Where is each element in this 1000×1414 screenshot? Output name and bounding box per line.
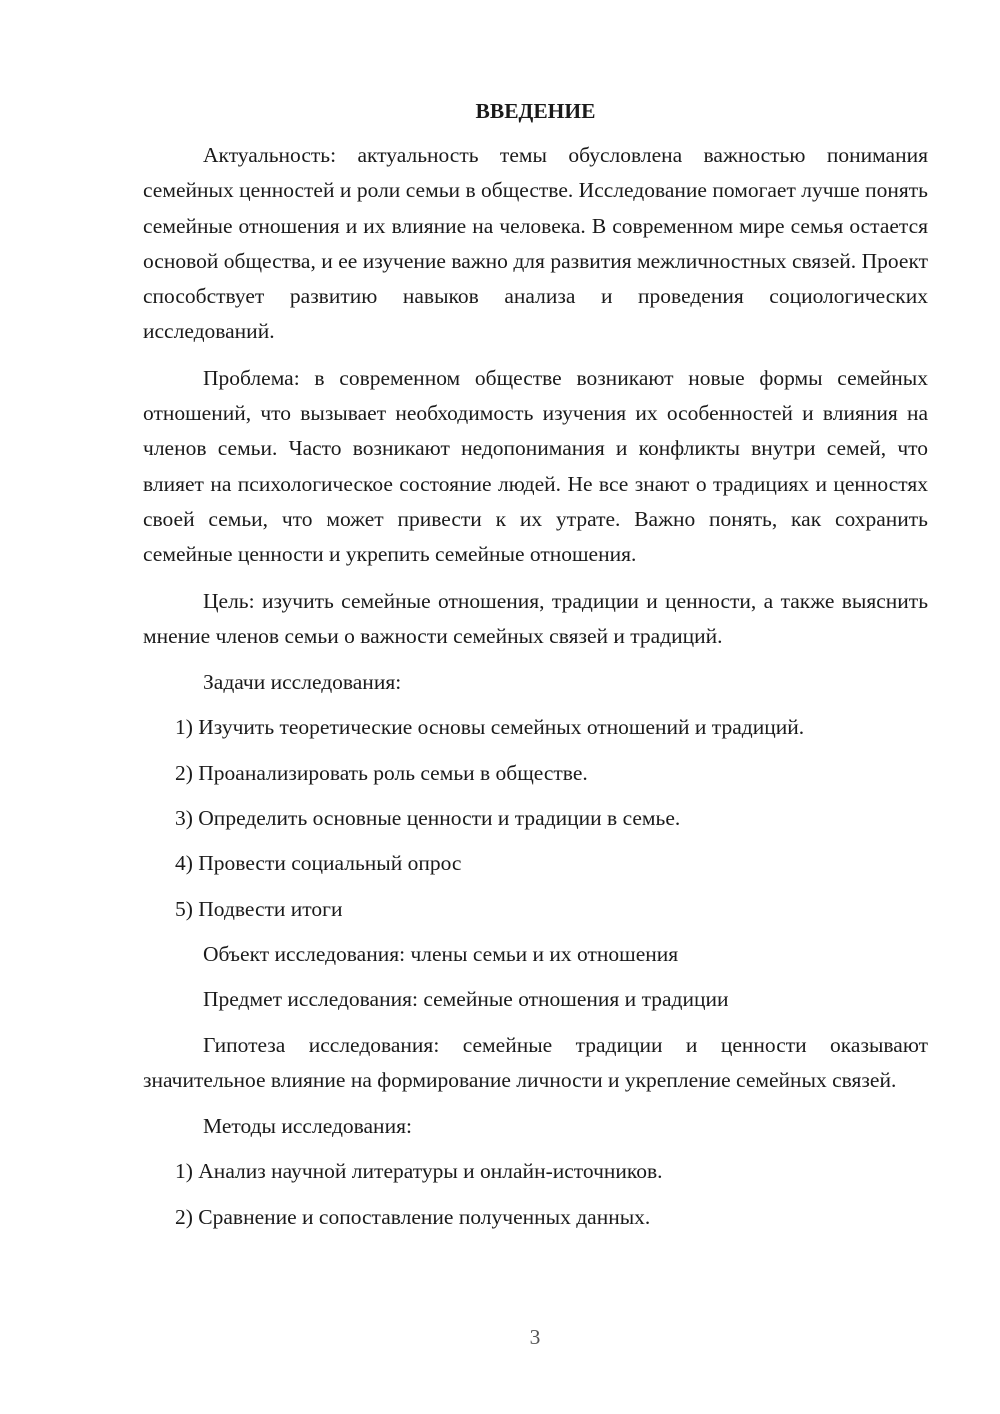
task-item: 1) Изучить теоретические основы семейных отношений и традиций. — [175, 715, 805, 740]
methods-title: Методы исследования: — [203, 1114, 412, 1139]
task-item: 3) Определить основные ценности и традиции в семье. — [175, 806, 681, 831]
goal-paragraph: Цель: изучить семейные отношения, традиции и ценности, а также выяснить мнение членов семьи о важности семейных связей и традиций. — [143, 588, 928, 648]
problem-paragraph: Проблема: в современном обществе возникают новые формы семейных отношений, что вызывает необходимость изучения их особенностей и влияния на членов семьи. Часто возникают недопонимания и конфликты внутри семей, что влияет на психологическое состояние людей. Не все знают о традициях и ценностях своей семьи, что может привести к их утрате. Важно понять, как сохранить семейные ценности и укрепить семейные отношения. — [143, 365, 928, 567]
hypothesis-paragraph: Гипотеза исследования: семейные традиции и ценности оказывают значительное влияние на формирование личности и укрепление семейных связей. — [143, 1032, 928, 1092]
page-number: 3 — [529, 1325, 541, 1349]
document-page — [143, 96, 928, 1245]
section-heading: ВВЕДЕНИЕ — [475, 99, 596, 123]
tasks-title: Задачи исследования: — [203, 670, 402, 695]
method-item: 1) Анализ научной литературы и онлайн-источников. — [175, 1159, 663, 1184]
method-item: 2) Сравнение и сопоставление полученных данных. — [175, 1204, 651, 1229]
task-item: 5) Подвести итоги — [175, 896, 343, 921]
subject-line: Предмет исследования: семейные отношения и традиции — [203, 987, 729, 1012]
task-item: 2) Проанализировать роль семьи в обществе. — [175, 760, 588, 785]
task-item: 4) Провести социальный опрос — [175, 851, 462, 876]
object-line: Объект исследования: члены семьи и их отношения — [203, 941, 679, 966]
relevance-paragraph: Актуальность: актуальность темы обусловлена важностью понимания семейных ценностей и роли семьи в обществе. Исследование помогает лучше понять семейные отношения и их влияние на человека. В современном мире семья остается основой общества, и ее изучение важно для развития межличностных связей. Проект способствует развитию навыков анализа и проведения социологических исследований. — [143, 143, 928, 344]
